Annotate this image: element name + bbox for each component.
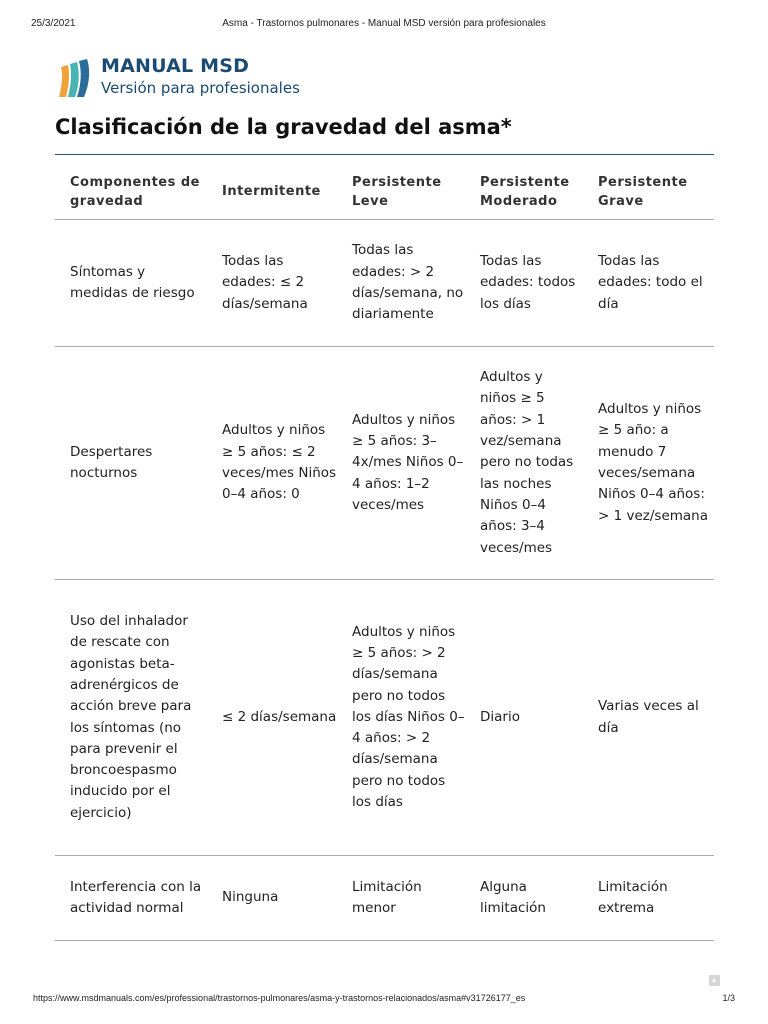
table-cell: Uso del inhalador de rescate con agonistas beta-adrenérgicos de acción breve para los síntomas (no para prevenir el broncoespasmo inducido por el ejercicio) bbox=[55, 580, 207, 856]
table-cell: Adultos y niños ≥ 5 años: 3–4x/mes Niños 0–4 años: 1–2 veces/mes bbox=[337, 347, 465, 580]
header-severe-persistent: Persistente Grave bbox=[583, 164, 714, 220]
table-cell: Interferencia con la actividad normal bbox=[55, 856, 207, 941]
header-components: Componentes de gravedad bbox=[55, 164, 207, 220]
table-cell: Limitación extrema bbox=[583, 856, 714, 941]
table-cell: Adultos y niños ≥ 5 años: > 2 días/semana pero no todos los días Niños 0–4 años: > 2 días/semana pero no todos los días bbox=[337, 580, 465, 856]
table-cell: Ninguna bbox=[207, 856, 337, 941]
table-row bbox=[55, 220, 714, 347]
print-date: 25/3/2021 bbox=[31, 18, 76, 29]
asthma-severity-table bbox=[55, 164, 714, 941]
table-cell: Adultos y niños ≥ 5 año: a menudo 7 veces/semana Niños 0–4 años: > 1 vez/semana bbox=[583, 347, 714, 580]
header-mild-persistent: Persistente Leve bbox=[337, 164, 465, 220]
header-moderate-persistent: Persistente Moderado bbox=[465, 164, 583, 220]
arrow-up-icon[interactable] bbox=[709, 975, 720, 986]
table-row bbox=[55, 580, 714, 856]
table-header-row bbox=[55, 164, 714, 220]
title-divider bbox=[55, 154, 714, 155]
header-intermittent: Intermitente bbox=[207, 164, 337, 220]
table-cell: Despertares nocturnos bbox=[55, 347, 207, 580]
table-cell: ≤ 2 días/semana bbox=[207, 580, 337, 856]
print-header bbox=[0, 18, 768, 32]
table-row bbox=[55, 856, 714, 941]
table-cell: Varias veces al día bbox=[583, 580, 714, 856]
logo-name: MANUAL MSD bbox=[101, 55, 250, 77]
table-cell: Todas las edades: ≤ 2 días/semana bbox=[207, 220, 337, 347]
table-cell: Todas las edades: todo el día bbox=[583, 220, 714, 347]
print-footer bbox=[0, 993, 768, 1007]
table-cell: Diario bbox=[465, 580, 583, 856]
msd-book-logo-icon bbox=[56, 59, 94, 99]
table-cell: Adultos y niños ≥ 5 años: > 1 vez/semana pero no todas las noches Niños 0–4 años: 3–4 veces/mes bbox=[465, 347, 583, 580]
table-cell: Todas las edades: > 2 días/semana, no diariamente bbox=[337, 220, 465, 347]
table-cell: Alguna limitación bbox=[465, 856, 583, 941]
print-doc-title: Asma - Trastornos pulmonares - Manual MSD versión para profesionales bbox=[222, 18, 546, 29]
table-cell: Adultos y niños ≥ 5 años: ≤ 2 veces/mes Niños 0–4 años: 0 bbox=[207, 347, 337, 580]
page-number: 1/3 bbox=[722, 993, 735, 1003]
logo-subtitle: Versión para profesionales bbox=[101, 79, 300, 97]
table-cell: Síntomas y medidas de riesgo bbox=[55, 220, 207, 347]
table-row bbox=[55, 347, 714, 580]
table-cell: Todas las edades: todos los días bbox=[465, 220, 583, 347]
page-title: Clasificación de la gravedad del asma* bbox=[55, 115, 512, 139]
page-url: https://www.msdmanuals.com/es/professional/trastornos-pulmonares/asma-y-trastornos-relacionados/asma#v31726177_es bbox=[33, 993, 526, 1003]
table-cell: Limitación menor bbox=[337, 856, 465, 941]
